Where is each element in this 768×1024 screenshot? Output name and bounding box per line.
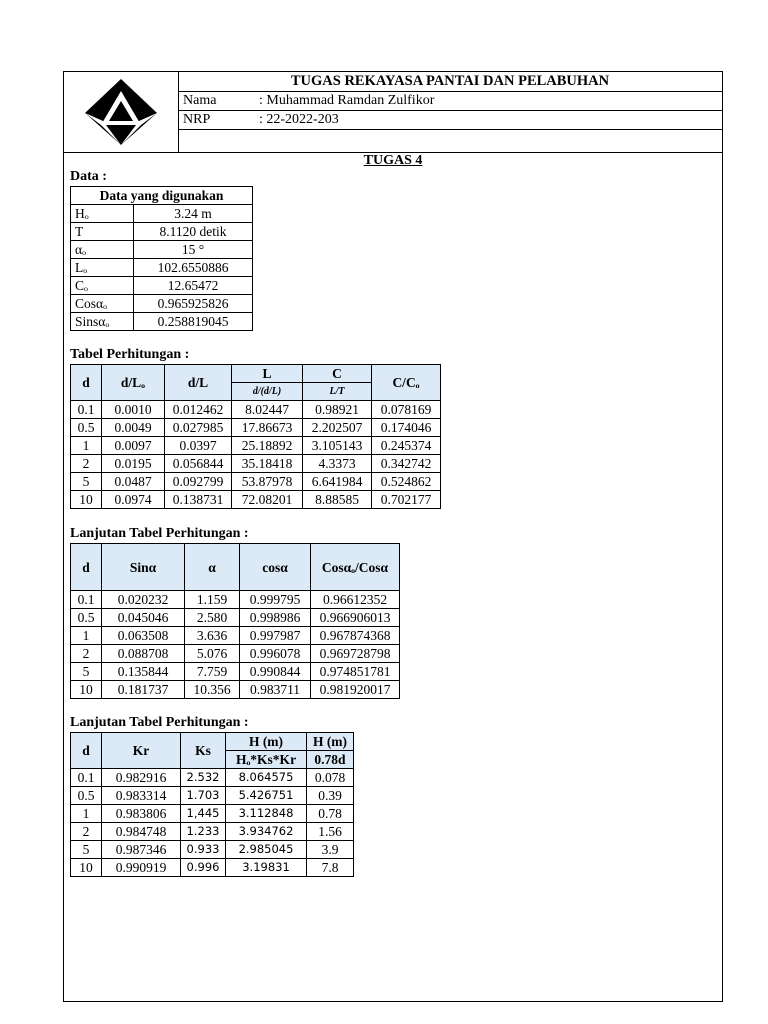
table-cell: 3.636: [185, 627, 240, 645]
table-row: [71, 419, 441, 437]
col-cos-ratio: Cosαₒ/Cosα: [311, 544, 400, 591]
table-row: [71, 455, 441, 473]
nrp-value: : 22-2022-203: [259, 112, 339, 127]
table-cell: 0.045046: [102, 609, 185, 627]
data-key: Hₒ: [71, 205, 134, 223]
table-cell: 0.702177: [372, 491, 441, 509]
calc-table-2: [70, 543, 400, 699]
calc-table-3-body: [71, 769, 354, 877]
table-cell: 3.9: [307, 841, 354, 859]
table3-label: Lanjutan Tabel Perhitungan :: [70, 715, 249, 730]
data-key: Cosαₒ: [71, 295, 134, 313]
table-cell: 3.19831: [226, 859, 307, 877]
col-alpha: α: [185, 544, 240, 591]
table-cell: 0.5: [71, 787, 102, 805]
table-cell: 0.027985: [165, 419, 232, 437]
table-cell: 0.966906013: [311, 609, 400, 627]
table-row: [71, 787, 354, 805]
table-row: [71, 437, 441, 455]
col-h2: H (m): [307, 733, 354, 751]
table-cell: 72.08201: [232, 491, 303, 509]
table-cell: 8.064575: [226, 769, 307, 787]
table-row: [71, 313, 253, 331]
data-key: Lₒ: [71, 259, 134, 277]
table-cell: 2.202507: [303, 419, 372, 437]
header-title: TUGAS REKAYASA PANTAI DAN PELABUHAN: [178, 72, 722, 92]
table-cell: 2: [71, 645, 102, 663]
table-cell: 0.524862: [372, 473, 441, 491]
col-ks: Ks: [181, 733, 226, 769]
col-d-l: d/L: [165, 365, 232, 401]
table-cell: 0.5: [71, 609, 102, 627]
table-cell: 1: [71, 805, 102, 823]
table-cell: 0.933: [181, 841, 226, 859]
data-key: Sinsαₒ: [71, 313, 134, 331]
table-cell: 0.0049: [102, 419, 165, 437]
table-row: [71, 627, 400, 645]
table-cell: 4.3373: [303, 455, 372, 473]
table-row: [71, 295, 253, 313]
header-name-row: [178, 91, 722, 111]
table-cell: 2: [71, 823, 102, 841]
table-cell: 0.0974: [102, 491, 165, 509]
table-cell: 10: [71, 859, 102, 877]
table-cell: 0.969728798: [311, 645, 400, 663]
table-cell: 0.056844: [165, 455, 232, 473]
table-cell: 0.983806: [102, 805, 181, 823]
logo-cell: [64, 72, 179, 152]
table-cell: 0.78: [307, 805, 354, 823]
table1-label: Tabel Perhitungan :: [70, 347, 190, 362]
col-d: d: [71, 544, 102, 591]
table-cell: 1: [71, 437, 102, 455]
table-cell: 0.999795: [240, 591, 311, 609]
table-row: [71, 491, 441, 509]
col-l-formula: d/(d/L): [232, 383, 303, 401]
table-cell: 0.181737: [102, 681, 185, 699]
table-cell: 0.96612352: [311, 591, 400, 609]
table-row: [71, 663, 400, 681]
table-cell: 6.641984: [303, 473, 372, 491]
table-cell: 0.0195: [102, 455, 165, 473]
table-cell: 0.012462: [165, 401, 232, 419]
table-cell: 0.982916: [102, 769, 181, 787]
calc-table-2-body: [71, 591, 400, 699]
table-row: [71, 805, 354, 823]
table-cell: 0.0397: [165, 437, 232, 455]
table-cell: 0.088708: [102, 645, 185, 663]
table-cell: 0.020232: [102, 591, 185, 609]
table-cell: 0.1: [71, 769, 102, 787]
table-cell: 1,445: [181, 805, 226, 823]
data-key: Cₒ: [71, 277, 134, 295]
table-row: [71, 401, 441, 419]
table-cell: 0.1: [71, 401, 102, 419]
table-cell: 1.233: [181, 823, 226, 841]
data-table: [70, 186, 253, 331]
name-label: Nama: [183, 93, 217, 108]
data-value: 8.1120 detik: [134, 223, 253, 241]
col-c: C: [303, 365, 372, 383]
table-row: [71, 681, 400, 699]
table-cell: 3.105143: [303, 437, 372, 455]
table-cell: 2.532: [181, 769, 226, 787]
data-value: 3.24 m: [134, 205, 253, 223]
table-row: [71, 223, 253, 241]
table-row: [71, 645, 400, 663]
calc-table-3: [70, 732, 354, 877]
table-cell: 0.1: [71, 591, 102, 609]
calc-table-1: [70, 364, 441, 509]
table-cell: 0.174046: [372, 419, 441, 437]
table-cell: 0.983314: [102, 787, 181, 805]
table-cell: 0.5: [71, 419, 102, 437]
table-cell: 5: [71, 841, 102, 859]
table-cell: 8.88585: [303, 491, 372, 509]
table-cell: 0.990844: [240, 663, 311, 681]
assignment-title: TUGAS 4: [363, 153, 423, 168]
document-header: [64, 72, 722, 153]
data-key: T: [71, 223, 134, 241]
col-l: L: [232, 365, 303, 383]
table-cell: 0.974851781: [311, 663, 400, 681]
table-cell: 0.0097: [102, 437, 165, 455]
data-value: 0.258819045: [134, 313, 253, 331]
table-row: [71, 609, 400, 627]
table-cell: 7.759: [185, 663, 240, 681]
logo-icon: [83, 77, 159, 147]
table-row: [71, 859, 354, 877]
col-c-formula: L/T: [303, 383, 372, 401]
table-cell: 0.996: [181, 859, 226, 877]
data-value: 102.6550886: [134, 259, 253, 277]
table-cell: 10: [71, 681, 102, 699]
table-cell: 10.356: [185, 681, 240, 699]
col-c-co: C/Cₒ: [372, 365, 441, 401]
header-nrp-row: [178, 110, 722, 130]
col-h1: H (m): [226, 733, 307, 751]
table-cell: 0.245374: [372, 437, 441, 455]
table-cell: 5.426751: [226, 787, 307, 805]
table-cell: 0.0010: [102, 401, 165, 419]
col-sin-alpha: Sinα: [102, 544, 185, 591]
nrp-label: NRP: [183, 112, 211, 127]
table-cell: 53.87978: [232, 473, 303, 491]
table2-label: Lanjutan Tabel Perhitungan :: [70, 526, 249, 541]
table-row: [71, 259, 253, 277]
table-cell: 0.0487: [102, 473, 165, 491]
table-cell: 0.138731: [165, 491, 232, 509]
table-row: [71, 823, 354, 841]
table-cell: 0.990919: [102, 859, 181, 877]
table-cell: 0.078169: [372, 401, 441, 419]
data-key: αₒ: [71, 241, 134, 259]
table-cell: 1.159: [185, 591, 240, 609]
table-cell: 8.02447: [232, 401, 303, 419]
table-cell: 0.39: [307, 787, 354, 805]
table-row: [71, 769, 354, 787]
table-row: [71, 241, 253, 259]
table-cell: 0.987346: [102, 841, 181, 859]
table-cell: 0.996078: [240, 645, 311, 663]
col-cos-alpha: cosα: [240, 544, 311, 591]
table-cell: 5.076: [185, 645, 240, 663]
table-cell: 2.985045: [226, 841, 307, 859]
table-cell: 0.983711: [240, 681, 311, 699]
table-cell: 0.98921: [303, 401, 372, 419]
table-cell: 1.56: [307, 823, 354, 841]
table-cell: 1: [71, 627, 102, 645]
table-cell: 3.934762: [226, 823, 307, 841]
data-table-title: Data yang digunakan: [71, 187, 253, 205]
table-row: [71, 473, 441, 491]
col-d: d: [71, 365, 102, 401]
data-value: 12.65472: [134, 277, 253, 295]
name-value: : Muhammad Ramdan Zulfikor: [259, 93, 435, 108]
table-cell: 2: [71, 455, 102, 473]
table-cell: 0.984748: [102, 823, 181, 841]
col-kr: Kr: [102, 733, 181, 769]
table-cell: 17.86673: [232, 419, 303, 437]
table-row: [71, 591, 400, 609]
table-cell: 25.18892: [232, 437, 303, 455]
data-value: 15 °: [134, 241, 253, 259]
table-cell: 0.078: [307, 769, 354, 787]
table-cell: 0.342742: [372, 455, 441, 473]
table-cell: 0.997987: [240, 627, 311, 645]
data-value: 0.965925826: [134, 295, 253, 313]
table-cell: 1.703: [181, 787, 226, 805]
data-section-label: Data :: [70, 169, 107, 184]
table-cell: 3.112848: [226, 805, 307, 823]
table-cell: 5: [71, 473, 102, 491]
table-cell: 7.8: [307, 859, 354, 877]
col-h2-formula: 0.78d: [307, 751, 354, 769]
table-cell: 0.135844: [102, 663, 185, 681]
table-cell: 0.967874368: [311, 627, 400, 645]
table-cell: 35.18418: [232, 455, 303, 473]
document-frame: [63, 71, 723, 1002]
table-cell: 10: [71, 491, 102, 509]
calc-table-1-body: [71, 401, 441, 509]
col-h1-formula: Hₒ*Ks*Kr: [226, 751, 307, 769]
table-cell: 0.981920017: [311, 681, 400, 699]
table-row: [71, 841, 354, 859]
table-cell: 5: [71, 663, 102, 681]
table-cell: 0.063508: [102, 627, 185, 645]
table-cell: 2.580: [185, 609, 240, 627]
col-d: d: [71, 733, 102, 769]
table-row: [71, 205, 253, 223]
table-cell: 0.998986: [240, 609, 311, 627]
table-cell: 0.092799: [165, 473, 232, 491]
table-row: [71, 277, 253, 295]
col-d-lo: d/Lₒ: [102, 365, 165, 401]
